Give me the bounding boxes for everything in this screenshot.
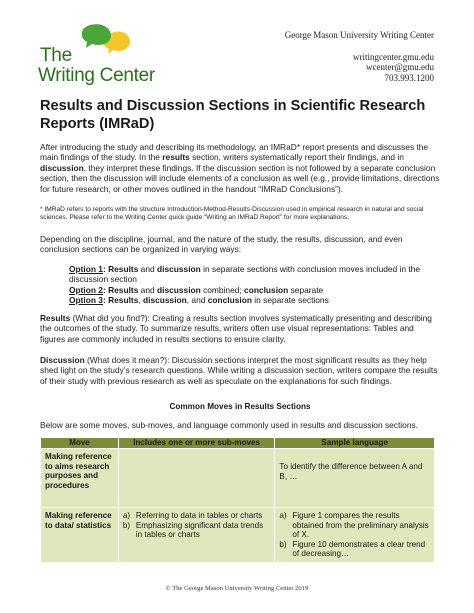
page-title: Results and Discussion Sections in Scientific Research Reports (IMRaD) bbox=[40, 98, 426, 132]
org-phone: 703.993.1200 bbox=[384, 72, 434, 83]
writing-center-logo bbox=[36, 24, 158, 86]
imrad-footnote: * IMRaD refers to reports with the structure Introduction-Method-Results-Discussion used in empirical research in natural and social sciences. Please refer to the Writing Center quick guide “Writing an IMRaD Report” for more explanations. bbox=[40, 206, 424, 222]
table-header-row bbox=[41, 438, 435, 449]
sub-moves-cell bbox=[118, 508, 275, 563]
sample-language-cell bbox=[275, 508, 435, 563]
option-3: Option 3: Results, discussion, and conclusion in separate sections bbox=[69, 295, 329, 306]
sample-language-cell bbox=[275, 449, 435, 508]
option-1: Option 1: Results and discussion in separate sections with conclusion moves included in the bbox=[69, 264, 421, 274]
org-website[interactable]: writingcenter.gmu.edu bbox=[353, 51, 434, 62]
move-cell: Making reference to aims research purposes and procedures bbox=[41, 449, 119, 508]
option-2: Option 2: Results and discussion combined; conclusion separate bbox=[69, 284, 324, 295]
org-email[interactable]: wcenter@gmu.edu bbox=[365, 62, 434, 72]
table-row bbox=[41, 449, 435, 508]
discussion-paragraph: Discussion (What does it mean?): Discussion sections interpret the most significant results as they help shed light on the study’s research questions. While writing a discussion section, writers compare the results of their study with previous research as well as speculate on the explanations for such findings. bbox=[40, 355, 438, 386]
table-heading: Common Moves in Results Sections bbox=[169, 402, 311, 411]
intro-paragraph: After introducing the study and describing its methodology, an IMRaD* report presents and discusses the main findings of the study. In the results section, writers systematically report their findings, and in discussion, they interpret these findings. If the discussion section is not followed by a separate conclusion section, then the discussion will include elements of a conclusion as well (e.g., provide limitations, directions for future research, or other moves outlined in the handout “IMRaD Conclusions”). bbox=[40, 142, 440, 194]
header-sub-moves: Includes one or more sub-moves bbox=[118, 438, 275, 449]
options-list bbox=[69, 264, 439, 306]
sub-move-item: a) Referring to data in tables or charts bbox=[122, 511, 263, 520]
sub-moves-cell bbox=[118, 449, 275, 508]
sample-language-text: To identify the difference between A and B, … bbox=[279, 462, 423, 481]
table-row bbox=[41, 508, 435, 563]
depending-paragraph: Depending on the discipline, journal, and the nature of the study, the results, discussion, and even conclusion sections can be organized in varying ways: bbox=[40, 234, 403, 255]
org-name: George Mason University Writing Center bbox=[284, 30, 434, 40]
table-intro-text: Below are some moves, sub-moves, and language commonly used in results and discussion sections. bbox=[40, 420, 418, 430]
logo-writing-center-text: Writing Center bbox=[38, 65, 155, 86]
move-cell: Making reference to data/ statistics bbox=[41, 508, 119, 563]
header-move: Move bbox=[41, 438, 119, 449]
page-footer: © The George Mason University Writing Center 2019 bbox=[165, 585, 309, 592]
sample-language-item: a) Figure 1 compares the results obtained from the preliminary analysis of X. bbox=[279, 511, 429, 540]
logo-the-text: The bbox=[40, 45, 72, 66]
moves-table bbox=[40, 437, 435, 563]
sample-language-item: b) Figure 10 demonstrates a clear trend of decreasing… bbox=[279, 539, 426, 559]
results-paragraph: Results (What did you find?): Creating a results section involves systematically presenting and describing the outcomes of the study. To summarize results, writers often use visual representations: Tables and figures are commonly included in results sections to ensure clarity. bbox=[40, 313, 432, 344]
header-sample-language: Sample language bbox=[275, 438, 435, 449]
org-contact-block bbox=[285, 30, 434, 83]
sub-move-item: b) Emphasizing significant data trends in tables or charts bbox=[122, 520, 264, 540]
option-1-continuation: discussion section bbox=[69, 274, 137, 285]
